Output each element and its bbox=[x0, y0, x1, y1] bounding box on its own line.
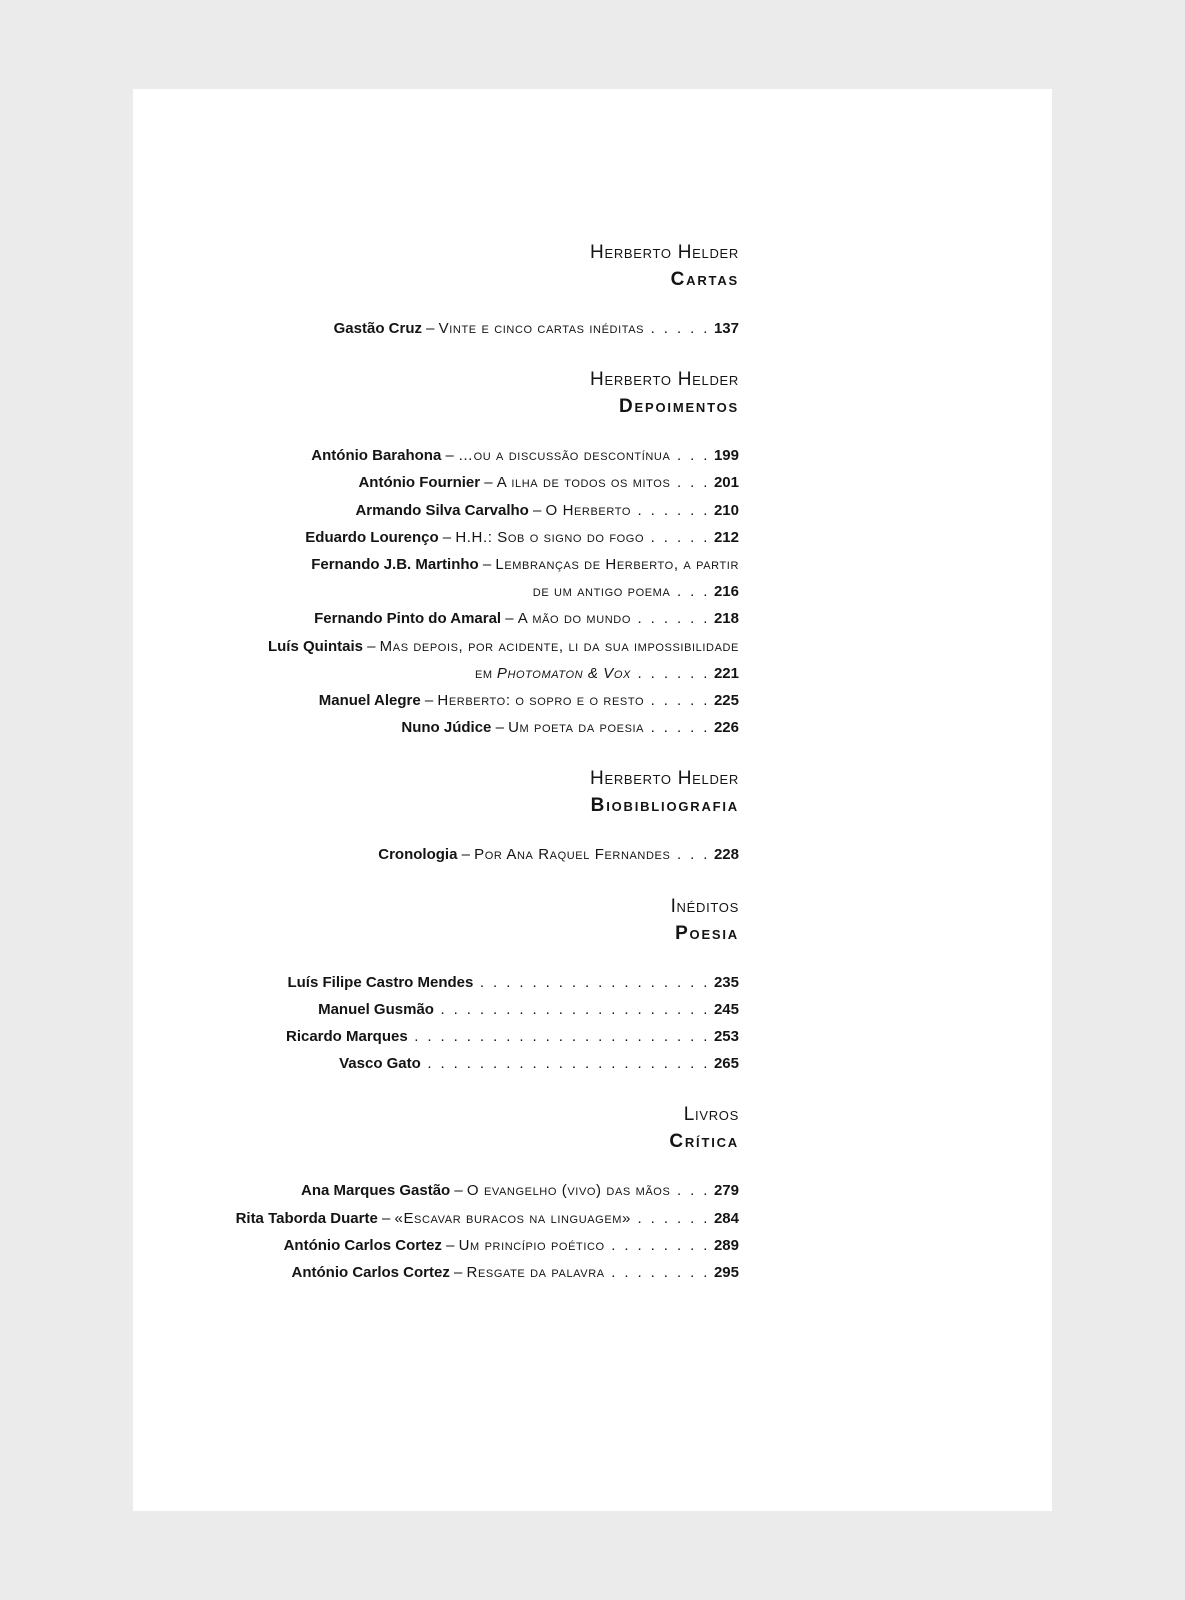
entry-dash: – bbox=[454, 1182, 463, 1200]
toc-entry[interactable] bbox=[179, 605, 739, 632]
toc-entry[interactable] bbox=[179, 969, 739, 996]
entry-author: Fernando Pinto do Amaral bbox=[314, 610, 502, 628]
section-kicker: Herberto Helder bbox=[590, 369, 739, 391]
toc-entry[interactable] bbox=[179, 633, 739, 660]
entry-list bbox=[179, 841, 739, 868]
dot-leader: . . . bbox=[670, 1182, 710, 1200]
page-number: 245 bbox=[713, 1000, 739, 1018]
entry-title: Mas depois, por acidente, li da sua impossibilidade bbox=[379, 637, 739, 655]
entry-dash: – bbox=[482, 556, 492, 574]
toc-section bbox=[179, 893, 739, 1078]
page-number: 199 bbox=[713, 447, 739, 465]
entry-author: Nuno Júdice bbox=[401, 719, 492, 737]
entry-title: Vinte e cinco cartas inéditas bbox=[438, 320, 645, 337]
entry-title: Herberto: o sopro e o resto bbox=[437, 692, 645, 710]
entry-title: O Herberto bbox=[545, 501, 631, 519]
page-number: 216 bbox=[713, 583, 739, 601]
entry-dash: – bbox=[381, 1209, 391, 1227]
page-number: 137 bbox=[713, 320, 739, 337]
toc-entry[interactable] bbox=[179, 578, 739, 605]
entry-dash: – bbox=[505, 610, 514, 628]
section-heading: Cartas bbox=[670, 269, 739, 290]
page-number: 225 bbox=[713, 692, 739, 710]
document-page bbox=[133, 89, 1052, 1511]
page-number: 279 bbox=[713, 1182, 739, 1200]
entry-dash: – bbox=[484, 474, 493, 492]
page-number: 235 bbox=[713, 973, 739, 991]
dot-leader: . . . . . . bbox=[630, 610, 710, 628]
dot-leader: . . . bbox=[670, 447, 710, 465]
page-number: 201 bbox=[713, 474, 739, 492]
page-number: 253 bbox=[713, 1028, 739, 1046]
dot-leader: . . . . . . . . bbox=[604, 1264, 710, 1282]
entry-author: Eduardo Lourenço bbox=[305, 528, 439, 546]
section-heading: Depoimentos bbox=[619, 396, 739, 418]
entry-author: António Fournier bbox=[358, 474, 481, 492]
entry-author: Vasco Gato bbox=[339, 1055, 421, 1073]
entry-author: Luís Filipe Castro Mendes bbox=[287, 973, 474, 991]
entry-author: António Carlos Cortez bbox=[283, 1236, 442, 1254]
toc-entry[interactable] bbox=[179, 524, 739, 551]
page-number: 226 bbox=[713, 719, 739, 737]
entry-title: Por Ana Raquel Fernandes bbox=[474, 846, 671, 864]
section-heading: Poesia bbox=[675, 922, 739, 944]
page-number: 295 bbox=[713, 1264, 739, 1282]
dot-leader: . . . . . . . . . . . . . . . . . . bbox=[473, 973, 710, 991]
entry-title: «Escavar buracos na linguagem» bbox=[394, 1209, 631, 1227]
toc-entry[interactable] bbox=[179, 714, 739, 741]
section-heading: Crítica bbox=[669, 1131, 739, 1153]
toc-section bbox=[179, 239, 739, 342]
section-kicker: Livros bbox=[683, 1104, 739, 1126]
entry-list bbox=[179, 442, 739, 741]
dot-leader: . . . . . bbox=[644, 692, 710, 710]
page-number: 221 bbox=[713, 664, 739, 682]
toc-entry[interactable] bbox=[179, 551, 739, 578]
toc-entry[interactable] bbox=[179, 1050, 739, 1077]
entry-author: Ana Marques Gastão bbox=[301, 1182, 451, 1200]
toc-section bbox=[179, 765, 739, 868]
toc-entry[interactable] bbox=[179, 469, 739, 496]
dot-leader: . . . bbox=[670, 474, 710, 492]
toc-entry[interactable] bbox=[179, 442, 739, 469]
toc-entry[interactable] bbox=[179, 841, 739, 868]
entry-title: H.H.: Sob o signo do fogo bbox=[455, 528, 645, 546]
page-number: 265 bbox=[713, 1055, 739, 1073]
entry-author: Ricardo Marques bbox=[285, 1028, 408, 1046]
entry-author: Armando Silva Carvalho bbox=[355, 501, 529, 519]
toc-entry[interactable] bbox=[179, 687, 739, 714]
toc-entry[interactable] bbox=[179, 497, 739, 524]
entry-title: …ou a discussão descontínua bbox=[457, 447, 671, 465]
entry-title: Um poeta da poesia bbox=[508, 719, 645, 737]
entry-title: em bbox=[474, 664, 493, 682]
page-number: 289 bbox=[713, 1236, 739, 1254]
entry-dash: – bbox=[533, 501, 542, 519]
entry-list bbox=[179, 1177, 739, 1286]
entry-title: Resgate da palavra bbox=[466, 1264, 605, 1282]
table-of-contents bbox=[179, 239, 739, 1310]
dot-leader: . . . . . . . . . . . . . . . . . . . . . bbox=[433, 1000, 710, 1018]
entry-dash: – bbox=[442, 528, 452, 546]
entry-dash: – bbox=[454, 1264, 463, 1282]
section-kicker: Herberto Helder bbox=[590, 242, 739, 263]
entry-author: Cronologia bbox=[378, 846, 458, 864]
entry-dash: – bbox=[446, 1236, 455, 1254]
page-number: 284 bbox=[713, 1209, 739, 1227]
entry-author: Gastão Cruz bbox=[333, 320, 422, 337]
toc-entry[interactable] bbox=[179, 315, 739, 342]
dot-leader: . . . . . bbox=[644, 320, 710, 337]
entry-title: O evangelho (vivo) das mãos bbox=[466, 1182, 671, 1200]
entry-author: Luís Quintais bbox=[267, 637, 363, 655]
page-number: 228 bbox=[713, 846, 739, 864]
toc-entry[interactable] bbox=[179, 660, 739, 687]
entry-author: Fernando J.B. Martinho bbox=[311, 556, 479, 574]
dot-leader: . . . . . . bbox=[630, 501, 710, 519]
entry-list bbox=[179, 969, 739, 1078]
toc-entry[interactable] bbox=[179, 1205, 739, 1232]
page-number: 218 bbox=[713, 610, 739, 628]
entry-title: A ilha de todos os mitos bbox=[496, 474, 671, 492]
section-heading: Biobibliografia bbox=[590, 795, 739, 817]
section-kicker: Inéditos bbox=[670, 895, 739, 917]
dot-leader: . . . . . . bbox=[630, 664, 710, 682]
entry-dash: – bbox=[426, 320, 435, 337]
dot-leader: . . . bbox=[670, 583, 710, 601]
toc-entry[interactable] bbox=[179, 1177, 739, 1204]
entry-title: de um antigo poema bbox=[532, 583, 671, 601]
entry-title-italic: Photomaton & Vox bbox=[496, 664, 631, 682]
entry-dash: – bbox=[367, 637, 376, 655]
dot-leader: . . . . . . . . . . . . . . . . . . . . . . bbox=[420, 1055, 710, 1073]
toc-entry[interactable] bbox=[179, 1023, 739, 1050]
toc-entry[interactable] bbox=[179, 996, 739, 1023]
page-number: 210 bbox=[713, 501, 739, 519]
entry-author: António Carlos Cortez bbox=[291, 1264, 450, 1282]
dot-leader: . . . . . . . . . . . . . . . . . . . . . . . bbox=[407, 1028, 710, 1046]
section-kicker: Herberto Helder bbox=[590, 768, 739, 790]
entry-dash: – bbox=[461, 846, 470, 864]
entry-dash: – bbox=[445, 447, 454, 465]
entry-author: Manuel Alegre bbox=[318, 692, 421, 710]
toc-entry[interactable] bbox=[179, 1259, 739, 1286]
entry-dash: – bbox=[495, 719, 504, 737]
toc-section bbox=[179, 1101, 739, 1286]
entry-author: António Barahona bbox=[311, 447, 442, 465]
dot-leader: . . . . . bbox=[644, 719, 710, 737]
dot-leader: . . . . . . bbox=[630, 1209, 710, 1227]
toc-section bbox=[179, 366, 739, 741]
entry-author: Rita Taborda Duarte bbox=[235, 1209, 378, 1227]
entry-title: Lembranças de Herberto, a partir bbox=[495, 556, 739, 574]
entry-title: A mão do mundo bbox=[517, 610, 631, 628]
dot-leader: . . . . . bbox=[644, 528, 710, 546]
page-number: 212 bbox=[713, 528, 739, 546]
toc-entry[interactable] bbox=[179, 1232, 739, 1259]
entry-list bbox=[179, 315, 739, 342]
entry-author: Manuel Gusmão bbox=[318, 1000, 434, 1018]
entry-title: Um princípio poético bbox=[458, 1236, 605, 1254]
dot-leader: . . . . . . . . bbox=[604, 1236, 710, 1254]
dot-leader: . . . bbox=[670, 846, 710, 864]
entry-dash: – bbox=[424, 692, 434, 710]
